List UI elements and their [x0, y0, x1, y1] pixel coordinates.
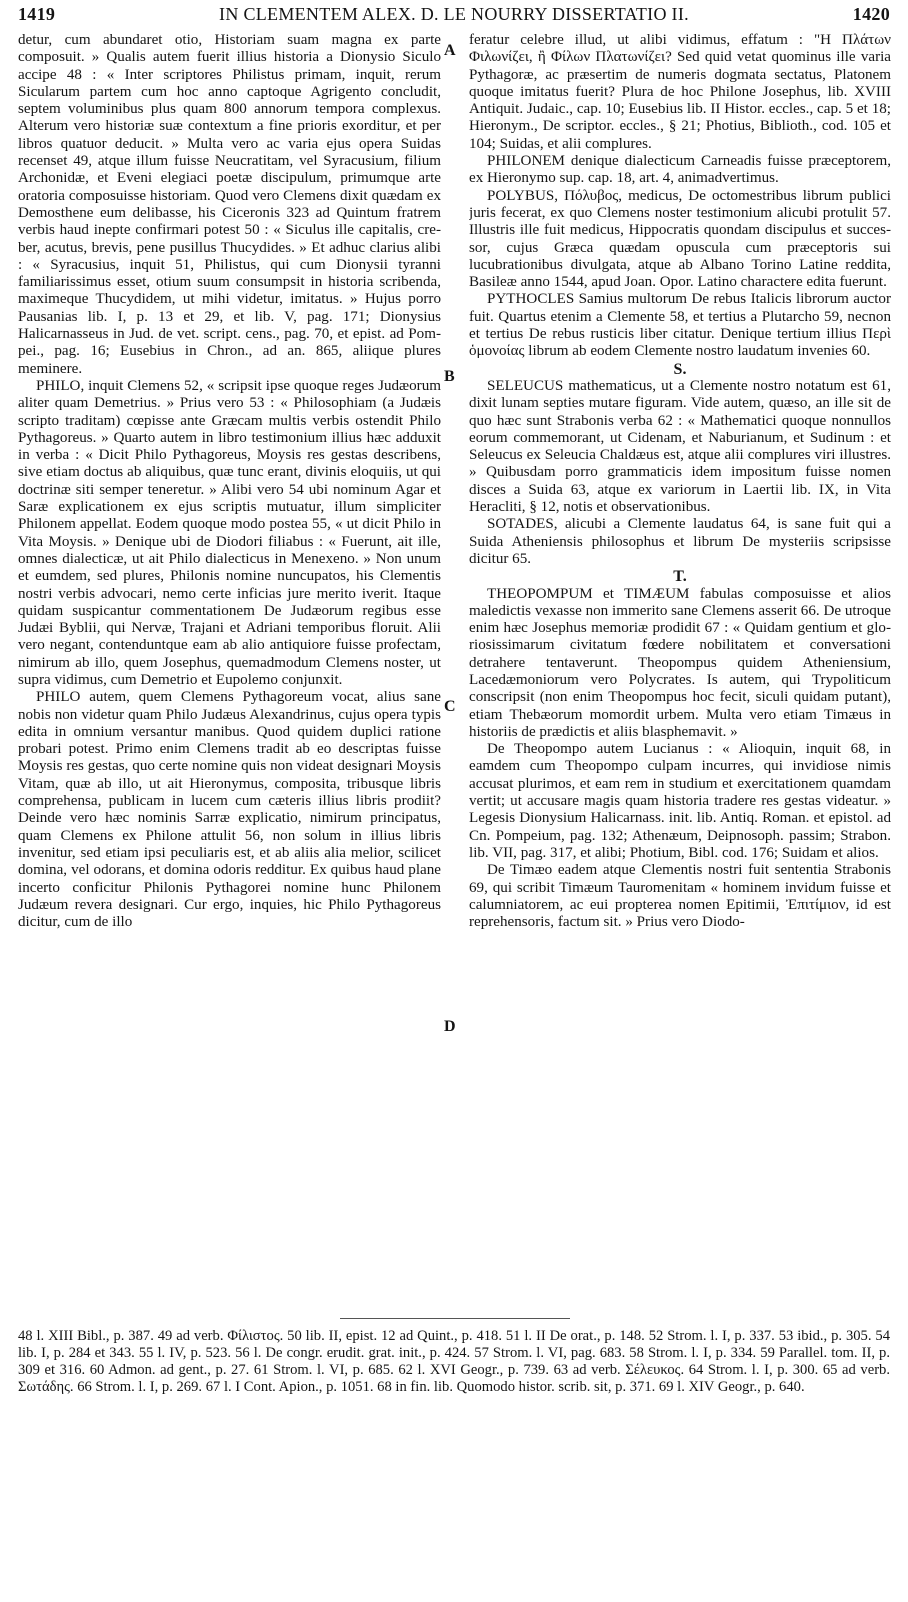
margin-letter-a: A [444, 42, 456, 59]
paragraph-sotades: SOTADES, alicubi a Clemente laudatus 64, is sane fuit qui a Suida Atheniensis philosophus et librum De mysteriis scripsisse dicitur 65. [469, 516, 891, 567]
margin-letter-b: B [444, 368, 455, 385]
paragraph-philo-1: PHILO, inquit Clemens 52, « scripsit ipse quoque reges Judæorum aliter quam Demetrius. » Prius vero 53 : « Philosophiam (a Judæis scripto traditam) cœpisse ante Græcam multis verbis ostendit Philo Pythagoreus. » Quarto autem in libro testimonium illius hæc adduxit in verba : « Dicit Philo Pythagoreus, Moysis res gestas describens, sive etiam doctus ab aliquibus, quæ tunc erant, divinis eloquiis, ut qui doctrinæ siti semper teneretur. » Alibi vero 54 ubi nominum Agar et Saræ explicationem ex ejus scriptis mutuatur, illum simpliciter Philonem appellat. Eodem quoque modo postea 55, « ut dicit Philo in Vita Moysis. » Denique ubi de Diodori filiabus : « Fuerunt, ait ille, omnes dialecticæ, ut ait Philo dialecticus in Menexeno. » Non unum et eumdem, sed plures, Philonis nomine nuncupatos, his Clementis nostri verbis advocari, nemo certe inficias jure merito iverit. Itaque quidam suspicantur commentationem De Judæorum regibus esse Judæi Byblii, qui Nervæ, Trajani et Adriani temporibus floruit. Alii vero negant, contenduntque eam ab alio antiquiore fuisse profectam, nimirum ab illo, quem Josephus, quemadmodum Clemens noster, ut supra vidimus, cum Demetrio et Eupolemo conjunxit. [18, 377, 441, 688]
paragraph-philistus: detur, cum abundaret otio, Historiam suam magna ex parte composuit. » Qualis autem fuerit illius historia a Dionysio Siculo accipe 48 : « Inter scriptores Philistus primam, inquit, rerum Sicularum partem cum hoc anno captoque Agrigento concludit, septem voluminibus plus quam 800 annorum tempora complexus. Alterum vero historiæ suæ contextum a fine prioris exorditur, et per libros quatuor deducit. » Multa vero ac varia ejus opera Suidas recenset 49, atque illum fuisse Neucratitam, vel Syracusium, filium Archonidæ, et Eveni elegiaci poetæ discipulum, primumque arte oratoria composuisse historiam. Quod vero Clemens dixit quædam ex Demosthene eum delibasse, his Ciceronis 323 ad Quintum fratrem verbis haud inepte confirmari potest 50 : « Siculus ille capitalis, creber, acutus, brevis, pene pusillus Thucydides. » Et adhuc clarius alibi : « Syracusius, inquit 51, Philistus, qui cum Dionysii tyranni familiarissimus esset, otium suum consumpsit in historia scribenda, maximeque Thucydidem, ut mihi videtur, imitatus. » Hujus porro Pausanias lib. I, p. 13 et 29, et lib. V, pag. 171; Dionysius Halicarnasseus in Jud. de vet. script. cens., pag. 70, et epist. ad Pompei., pag. 16; Eusebius in Chron., ad an. 865, aliique plures meminere. [18, 32, 441, 377]
margin-letter-d: D [444, 1018, 456, 1035]
right-column [469, 32, 891, 1322]
paragraph-lucianus: De Theopompo autem Lucianus : « Alioquin, inquit 68, in eamdem cum Theopompo culpam incurres, qui invidiose nimis accusat plurimos, et eam rem in studium et exercitationem quamdam vertit; ut accusare magis quam historia tradere res gestas videatur. » Legesis Dionysium Halicarnass. init. lib. Antiq. Roman. et epistol. ad Cn. Pompeium, pag. 132; Athenæum, Deipnosoph. passim; Strabon. lib. VII, pag. 317, et alibi; Photium, Bibl. cod. 176; Suidam et alios. [469, 741, 891, 861]
paragraph-philonem: PHILONEM denique dialecticum Carneadis fuisse præceptorem, ex Hieronymo sup. cap. 18, art. 4, animadvertimus. [469, 153, 891, 187]
running-header [18, 4, 890, 30]
left-page-number: 1419 [18, 4, 56, 24]
paragraph-philo-2: PHILO autem, quem Clemens Pythagoreum vocat, alius sane nobis non videtur quam Philo Judæus Alexandrinus, cujus opera typis edita in omnium versantur manibus. Quod quidem duplici ratione probari potest. Primo enim Clemens tradit ab eo descriptas fuisse Moysis res gestas, quo certe nomine quis non videat designari Moysis Vitam, quæ ab illo, ut ait Hieronymus, composita, tribusque libris comprehensa, publicam in lucem cum cæteris illius libris prodiit? Deinde vero hæc nominis Sarræ explicatio, nimirum principatus, quam Clemens ex Philone attulit 56, non solum in illius libris invenitur, sed etiam ipsi peculiaris est, et ab aliis alia melior, scilicet domina, vel odorans, et domina odoris redditur. Ex quibus haud plane incerto conficitur Philonis Pythagorei nomine hunc Philonem Judæum revera designari. Cur ergo, inquies, hic Philo Pythagoreus dicitur, cum de illo [18, 689, 441, 931]
footnote-text: 48 l. XIII Bibl., p. 387. 49 ad verb. Φίλιστος. 50 lib. II, epist. 12 ad Quint., p. 418. 51 l. II De orat., p. 148. 52 Strom. l. I, p. 337. 53 ibid., p. 305. 54 lib. I, p. 284 et 343. 55 l. IV, p. 523. 56 l. De congr. erudit. grat. init., p. 424. 57 Strom. l. VI, pag. 683. 58 Strom. l. I, p. 334. 59 Parallel. tom. II, p. 309 et 316. 60 Admon. ad gent., p. 27. 61 Strom. l. VI, p. 685. 62 l. XVI Geogr., p. 739. 63 ad verb. Σέλευκος. 64 Strom. l. I, p. 300. 65 ad verb. Σωτάδης. 66 Strom. l. I, p. 269. 67 l. I Cont. Apion., p. 1051. 68 in fin. lib. Quomodo histor. scrib. sit, p. 371. 69 l. XIV Geogr., p. 640. [18, 1328, 890, 1395]
section-letter-t: T. [673, 568, 687, 586]
left-column [18, 32, 441, 1322]
running-title: IN CLEMENTEM ALEX. D. LE NOURRY DISSERTATIO II. [219, 4, 689, 24]
footnote-rule [340, 1318, 570, 1319]
paragraph-timaeus: De Timæo eadem atque Clementis nostri fuit sententia Strabonis 69, qui scribit Timæum Tauromenitam « hominem invidum fuisse et calumniatorem, ac eui propterea nomen Epitimii, Ἐπιτίμιον, id est reprehensoris, factum sit. » Prius vero Diodo- [469, 862, 891, 931]
paragraph-philo-cont: feratur celebre illud, ut alibi vidimus, effatum : "Η Πλάτων Φιλωνίζει, ἢ Φίλων Πλατωνίζει? Sed quid vetat quominus ille varia Pythagoræ, ac præsertim de numeris dogmata sectatus, Platonem quoque imitatus fuerit? Plura de hoc Philone Josephus, lib. XVIII Antiquit. Judaic., cap. 10; Eusebius lib. II Histor. eccles., cap. 5 et 18; Hieronym., De scriptor. eccles., § 21; Photius, Biblioth., cod. 105 et 104; Suidas, et alii complures. [469, 32, 891, 152]
right-page-number: 1420 [852, 4, 890, 24]
margin-letter-c: C [444, 698, 456, 715]
section-letter-s: S. [673, 360, 687, 378]
footnotes [18, 1328, 890, 1396]
paragraph-polybus: POLYBUS, Πόλυβος, medicus, De octomestribus librum publici juris fecerat, ex quo Clemens noster testimonium alicubi protulit 57. Illustris ille fuit medicus, Hippocratis quondam discipulus et successor, cujus Græca quædam opuscula cum præceptoris sui lucubrationibus divulgata, atque ab Albano Torino Latine reddita, Basileæ anno 1544, apud Joan. Opor. Latino charactere edita fuerunt. [469, 187, 891, 291]
paragraph-pythocles: PYTHOCLES Samius multorum De rebus Italicis librorum auctor fuit. Quartus etenim a Clemente 58, et tertius a Plutarcho 59, necnon et tertius De rebus rusticis liber citatur. Denique tertium illius Περὶ ὁμονοίας librum ab eodem Clemente nostro laudatum invenies 60. [469, 291, 891, 360]
paragraph-seleucus: SELEUCUS mathematicus, ut a Clemente nostro notatum est 61, dixit lunam septies mutare figuram. Vide autem, quæso, an ille sit de quo hæc sunt Strabonis verba 62 : « Mathematici quoque nonnullos eorum commemorant, ut Cidenam, et Naburianum, et Sudinum : et Seleucus ex Seleucia Chaldæus est, atque alii complures viri illustres. » Quibusdam porro grammaticis idem impositum fuisse nomen disces a Suida 63, atque ex variorum in Laertii lib. IX, in Vita Heracliti, § 12, notis et observationibus. [469, 377, 891, 516]
paragraph-theopompus: THEOPOMPUM et TIMÆUM fabulas composuisse et alios maledictis vexasse non immerito sane Clemens asserit 66. De utroque enim hæc Josephus memoriæ prodidit 67 : « Quidam gentium et gloriosissimarum civitatum fœdere nobilitatem et conversationi detrahere tentaverunt. Theopompus quidem Atheniensium, Lacedæmoniorum vero Polycrates. Is autem, qui Trypoliticum conscripsit (non enim Theopompus hoc fecit, siculi quidam putant), etiam Thebæorum momordit urbem. Multa vero etiam Timæus in historiis de prædictis et aliis blasphemavit. » [469, 585, 891, 740]
